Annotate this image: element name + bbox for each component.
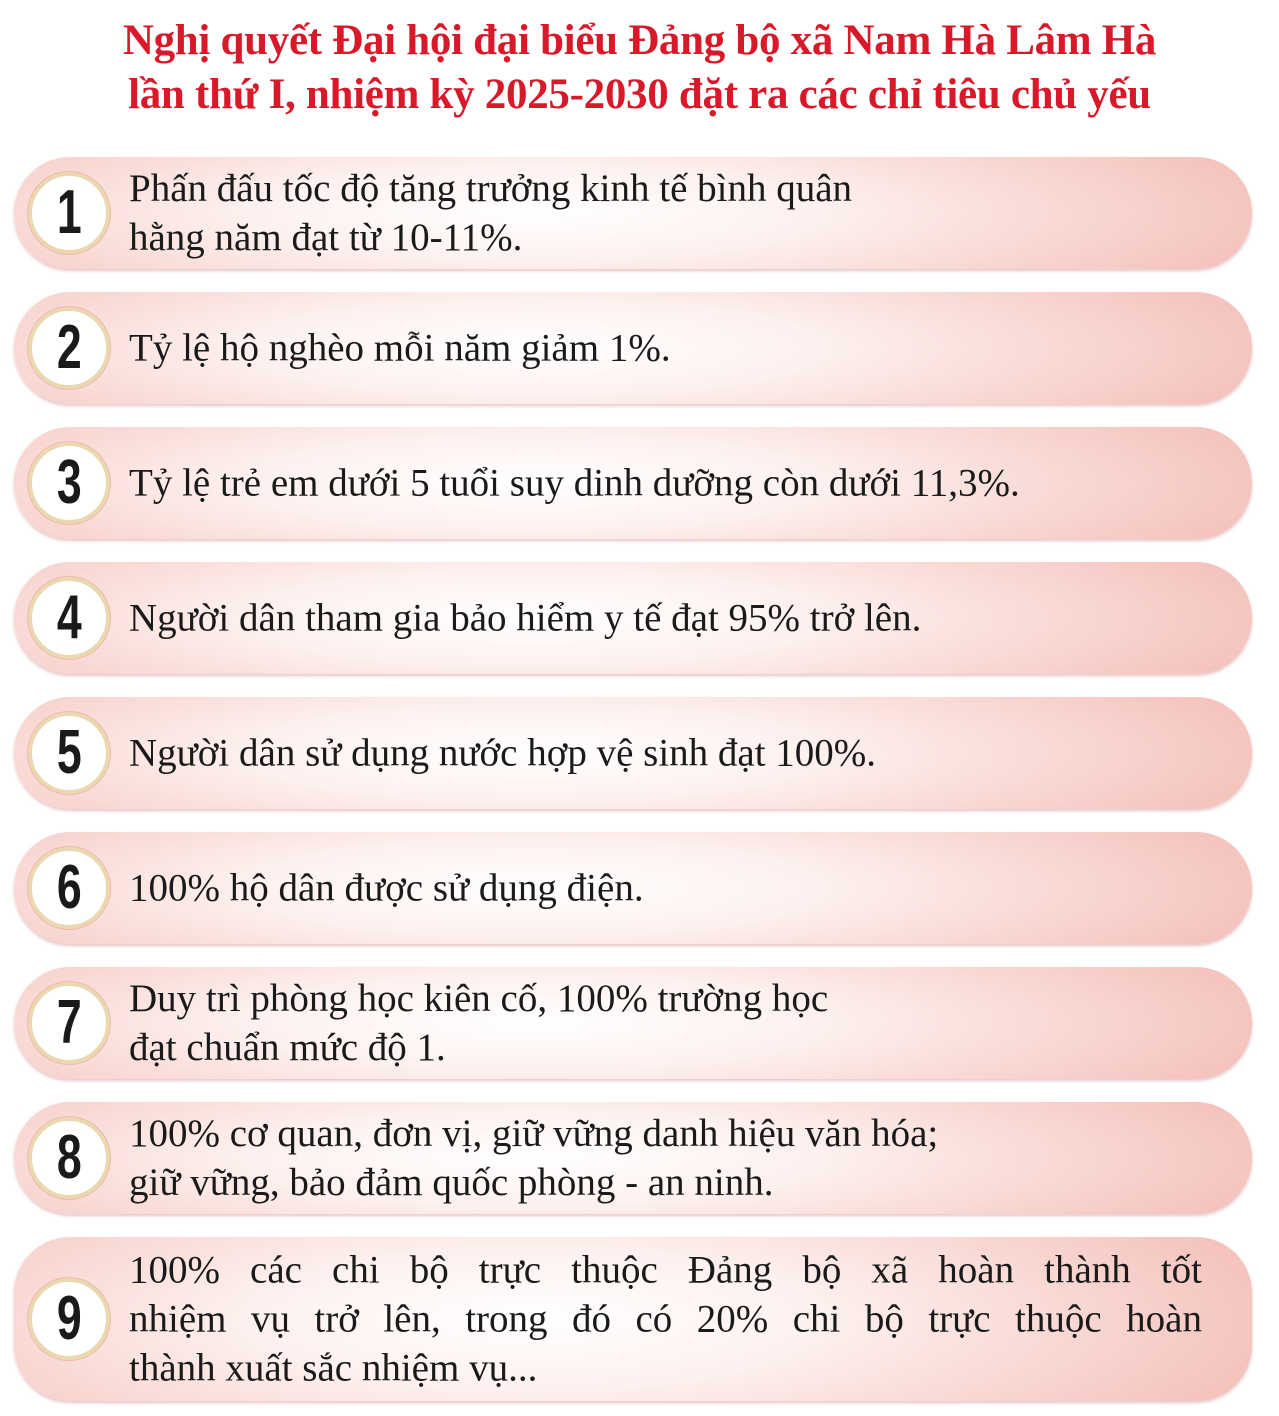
number-badge: 8 — [28, 1117, 110, 1199]
number-badge: 6 — [28, 847, 110, 929]
target-item-8 — [14, 1102, 1252, 1214]
number-badge: 3 — [28, 442, 110, 524]
target-item-2 — [14, 292, 1252, 404]
target-text: 100% cơ quan, đơn vị, giữ vững danh hiệu văn hóa; giữ vững, bảo đảm quốc phòng - an ninh. — [129, 1112, 939, 1204]
title-line-2: lần thứ I, nhiệm kỳ 2025-2030 đặt ra các chỉ tiêu chủ yếu — [128, 71, 1151, 118]
target-item-1 — [14, 157, 1252, 269]
number-badge: 4 — [28, 577, 110, 659]
target-item-4 — [14, 562, 1252, 674]
target-text: Tỷ lệ hộ nghèo mỗi năm giảm 1%. — [129, 326, 671, 370]
target-item-9 — [14, 1237, 1252, 1401]
target-text: 100% các chi bộ trực thuộc Đảng bộ xã hoàn thành tốt nhiệm vụ trở lên, trong đó có 20% chi bộ trực thuộc hoàn thành xuất sắc nhiệm vụ... — [129, 1248, 1202, 1390]
target-item-3 — [14, 427, 1252, 539]
target-text: Người dân sử dụng nước hợp vệ sinh đạt 100%. — [129, 731, 877, 775]
target-text: Người dân tham gia bảo hiểm y tế đạt 95% trở lên. — [129, 596, 922, 640]
target-item-5 — [14, 697, 1252, 809]
number-badge: 2 — [28, 307, 110, 389]
number-badge: 9 — [28, 1278, 110, 1360]
target-item-6 — [14, 832, 1252, 944]
target-text: Duy trì phòng học kiên cố, 100% trường học đạt chuẩn mức độ 1. — [129, 977, 829, 1069]
target-text: Phấn đấu tốc độ tăng trưởng kinh tế bình quân hằng năm đạt từ 10-11%. — [129, 167, 853, 259]
number-badge: 1 — [28, 172, 110, 254]
title-line-1: Nghị quyết Đại hội đại biểu Đảng bộ xã Nam Hà Lâm Hà — [122, 17, 1157, 64]
target-text: Tỷ lệ trẻ em dưới 5 tuổi suy dinh dưỡng còn dưới 11,3%. — [129, 461, 1020, 505]
number-badge: 5 — [28, 712, 110, 794]
page-title — [0, 14, 1279, 122]
number-badge: 7 — [28, 982, 110, 1064]
target-item-7 — [14, 967, 1252, 1079]
target-text: 100% hộ dân được sử dụng điện. — [129, 866, 644, 910]
